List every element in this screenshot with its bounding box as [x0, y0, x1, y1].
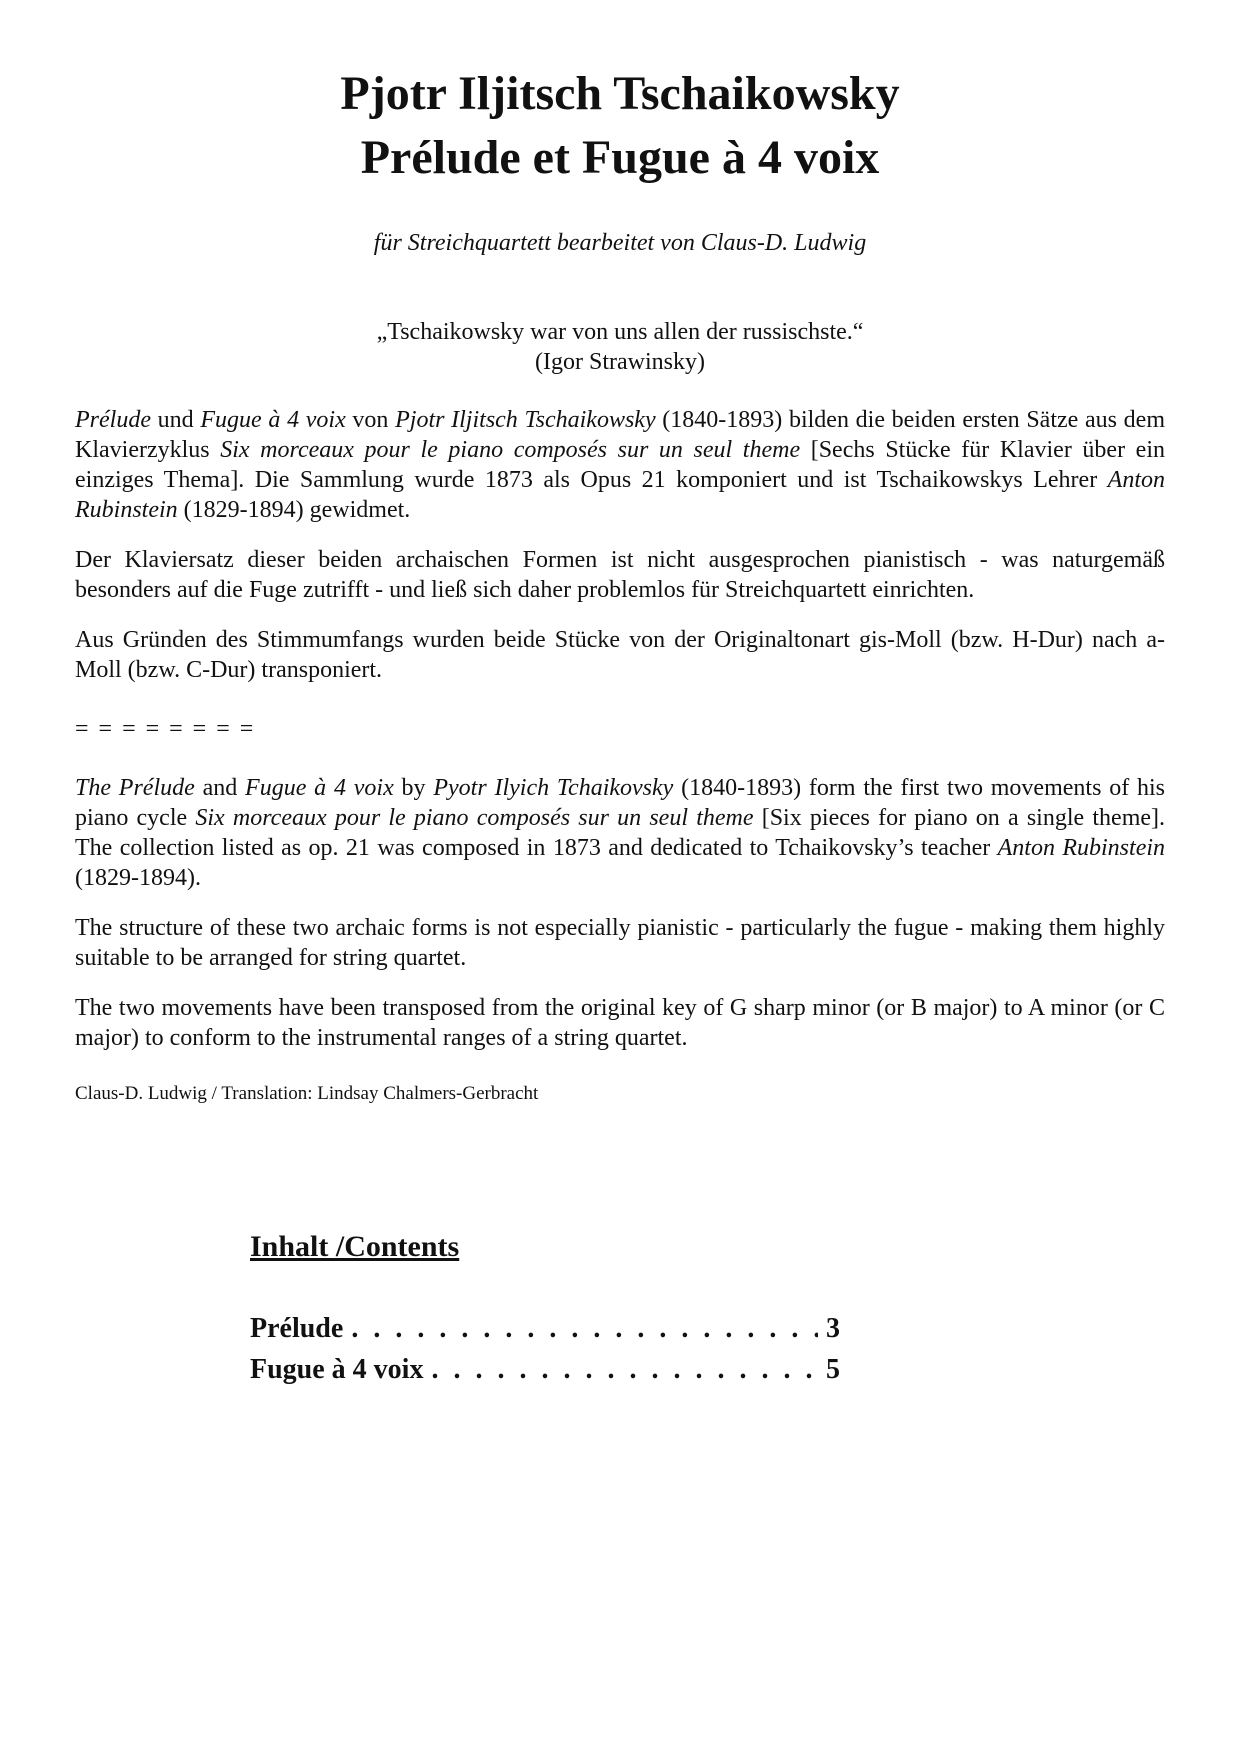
german-paragraph-3: Aus Gründen des Stimmumfangs wurden beide Stücke von der Originaltonart gis-Moll (bzw. H-Dur) nach a-Moll (bzw. C-Dur) transponiert.	[75, 627, 1165, 683]
toc-page-number: 5	[826, 1354, 840, 1385]
toc-entry-fugue[interactable]	[250, 1352, 840, 1388]
arrangement-subtitle: für Streichquartett bearbeitet von Claus-D. Ludwig	[373, 230, 867, 256]
toc-entry-prelude[interactable]	[250, 1311, 840, 1347]
language-separator: = = = = = = = =	[75, 716, 256, 742]
epigraph-quote: „Tschaikowsky war von uns allen der russischste.“	[376, 319, 864, 345]
text-run: (1840-1893) bilden die beiden ersten Sätze aus dem Klavierzyklus	[75, 407, 1165, 463]
italic-term: Pyotr Ilyich Tchaikovsky	[433, 775, 674, 801]
credit-line: Claus-D. Ludwig / Translation: Lindsay Chalmers-Gerbracht	[75, 1083, 539, 1104]
german-paragraph-1	[75, 405, 1165, 525]
italic-term: Anton Rubinstein	[997, 835, 1166, 861]
english-paragraph-1	[75, 773, 1165, 893]
toc-entry-label: Prélude	[250, 1313, 344, 1344]
italic-term: Anton Rubinstein	[75, 467, 1165, 523]
composer-title: Pjotr Iljitsch Tschaikowsky	[340, 67, 900, 120]
toc-page-number: 3	[826, 1313, 840, 1344]
text-run: by	[393, 775, 434, 801]
italic-term: Six morceaux pour le piano composés sur un seul theme	[220, 437, 801, 463]
italic-term: The Prélude	[75, 775, 195, 801]
text-run: und	[150, 407, 201, 433]
text-run: von	[345, 407, 396, 433]
italic-term: Fugue à 4 voix	[245, 775, 394, 801]
english-paragraph-3: The two movements have been transposed from the original key of G sharp minor (or B major) to A minor (or C major) to conform to the instrumental ranges of a string quartet.	[75, 995, 1165, 1051]
english-paragraph-2: The structure of these two archaic forms is not especially pianistic - particularly the fugue - making them highly suitable to be arranged for string quartet.	[75, 915, 1165, 971]
text-run: and	[194, 775, 246, 801]
text-run: [Sechs Stücke für Klavier über ein einziges Thema]. Die Sammlung wurde 1873 als Opus 21 komponiert und ist Tschaikowskys Lehrer	[75, 437, 1166, 493]
epigraph-attribution: (Igor Strawinsky)	[535, 349, 705, 375]
italic-term: Pjotr Iljitsch Tschaikowsky	[395, 407, 656, 433]
toc-leader-dots	[351, 1311, 818, 1347]
italic-term: Six morceaux pour le piano composés sur un seul theme	[195, 805, 754, 831]
italic-term: Fugue à 4 voix	[200, 407, 346, 433]
text-run: (1829-1894) gewidmet.	[177, 497, 411, 523]
text-run: (1829-1894).	[75, 865, 201, 891]
work-title: Prélude et Fugue à 4 voix	[360, 131, 880, 184]
toc-leader-dots	[431, 1352, 818, 1388]
contents-heading: Inhalt /Contents	[250, 1230, 460, 1263]
german-paragraph-2: Der Klaviersatz dieser beiden archaischen Formen ist nicht ausgesprochen pianistisch - was naturgemäß besonders auf die Fuge zutrifft - und ließ sich daher problemlos für Streichquartett einrichten.	[75, 547, 1165, 603]
toc-entry-label: Fugue à 4 voix	[250, 1354, 424, 1385]
text-run: (1840-1893) form the first two movements of his piano cycle	[75, 775, 1166, 831]
text-run: [Six pieces for piano on a single theme]. The collection listed as op. 21 was composed in 1873 and dedicated to Tchaikovsky’s teacher	[75, 805, 1166, 861]
italic-term: Prélude	[75, 407, 151, 433]
